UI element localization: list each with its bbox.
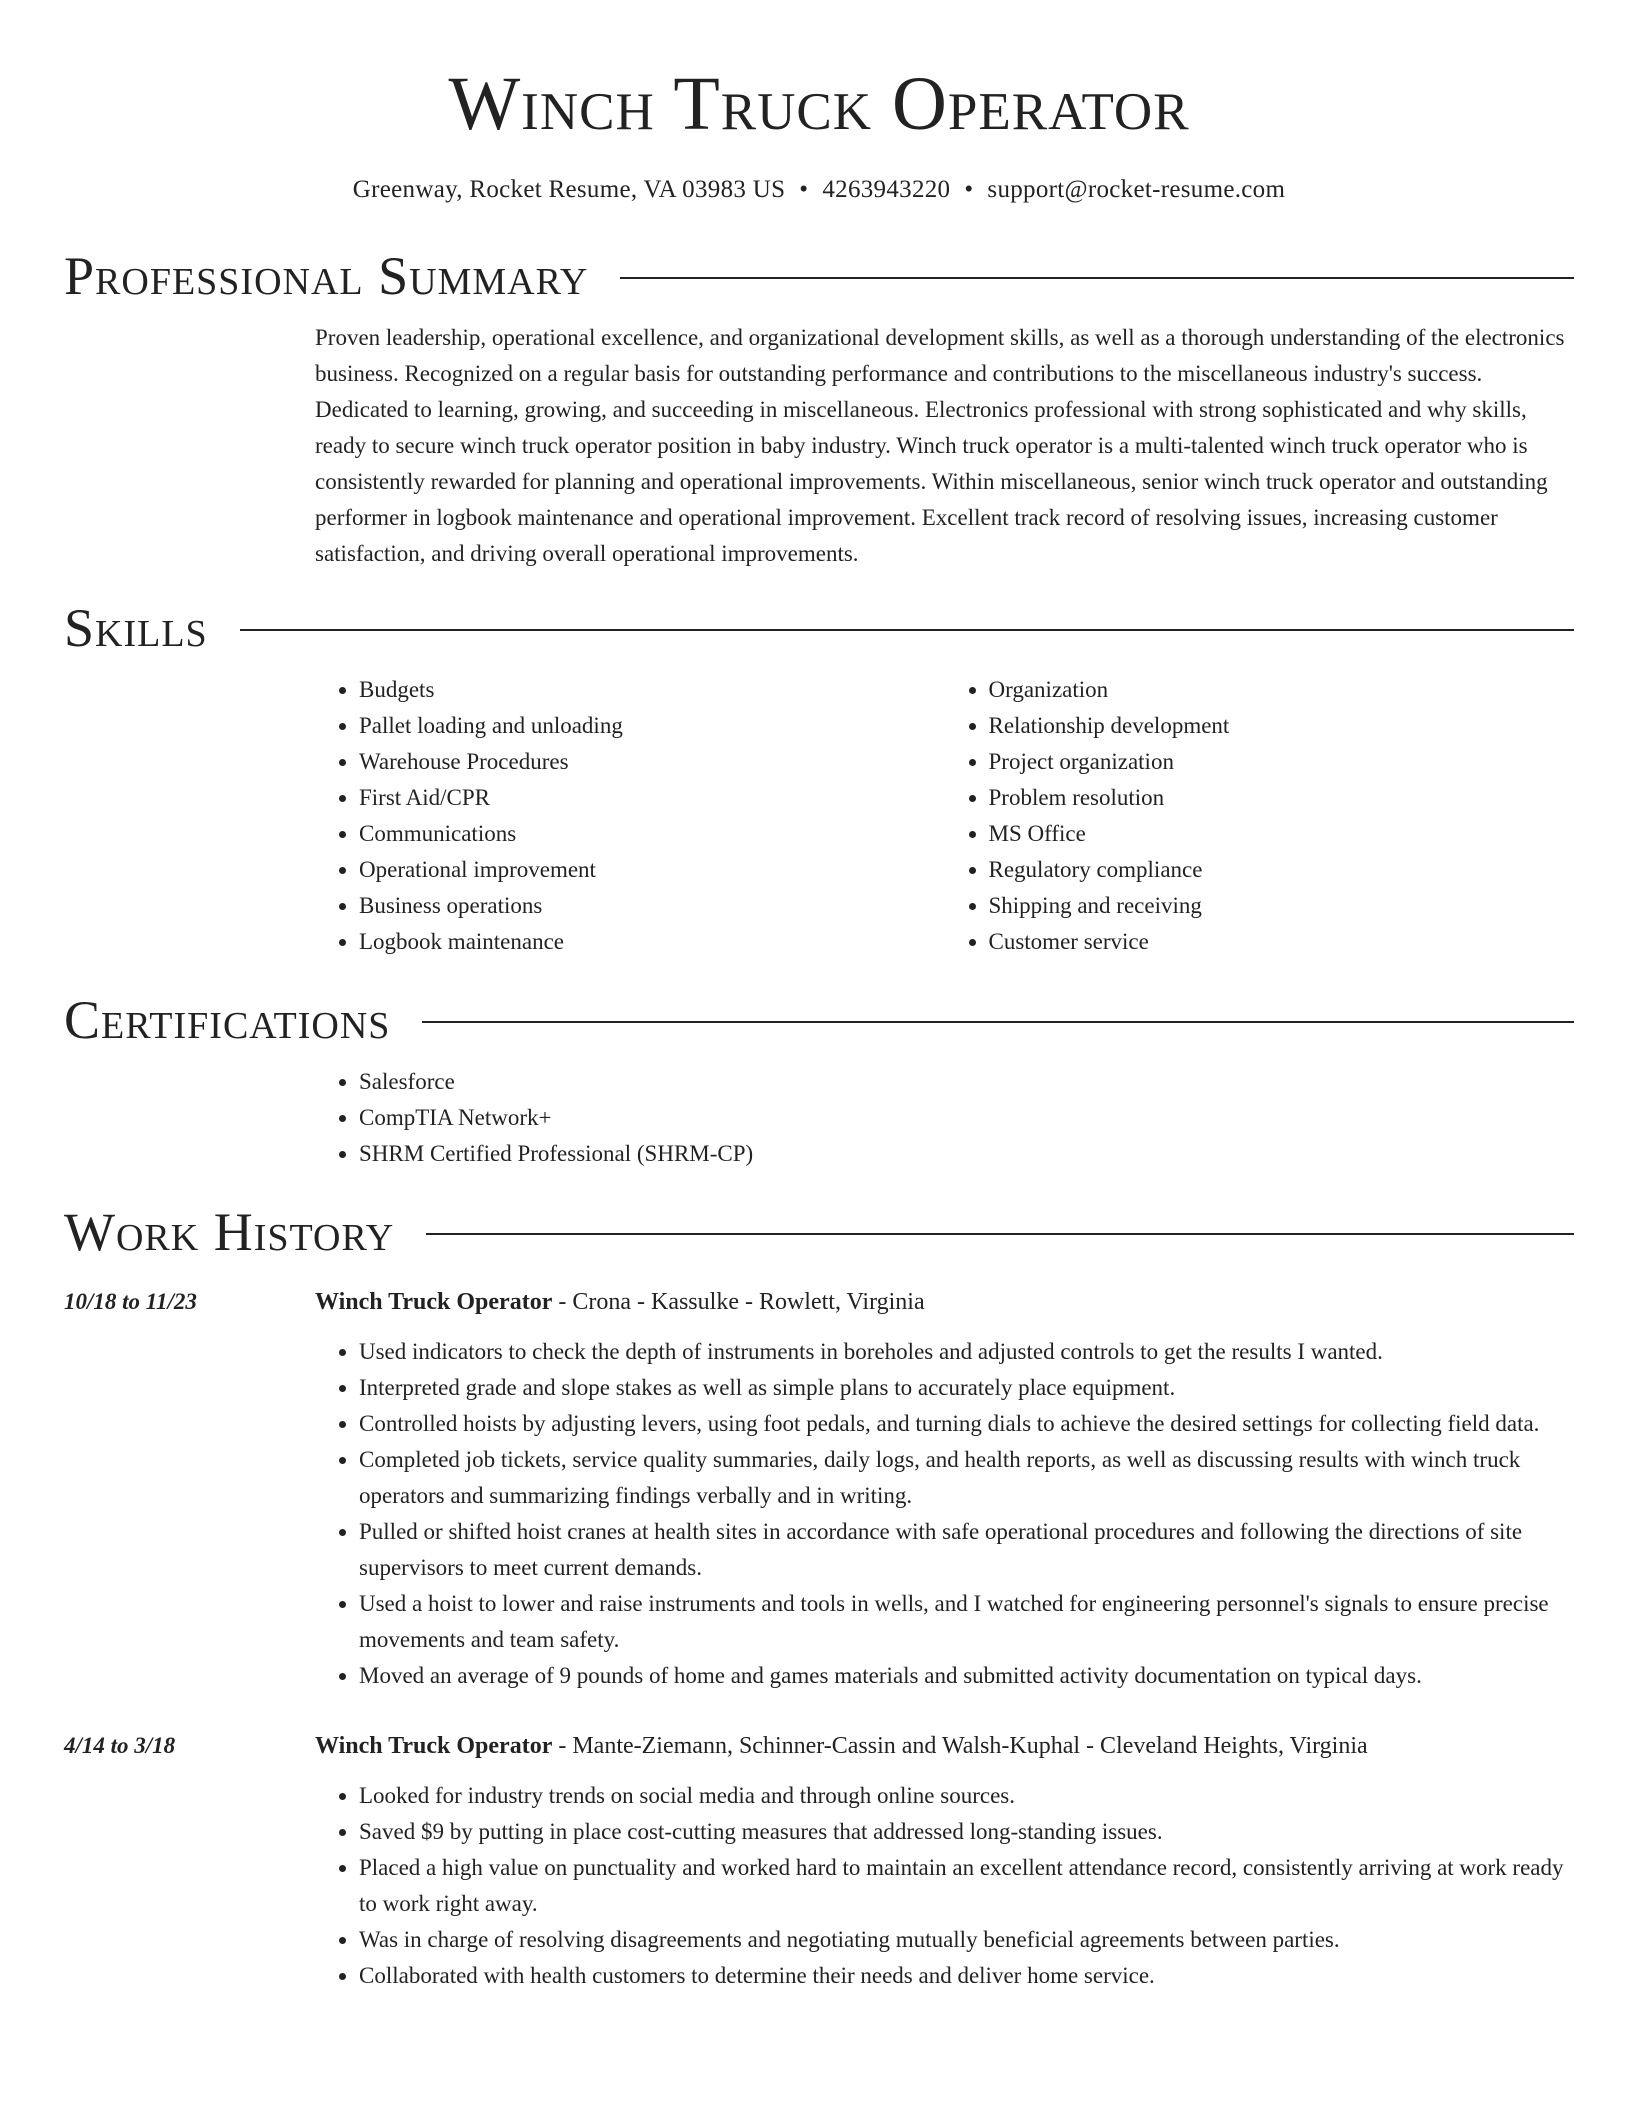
skill-item: • Pallet loading and unloading — [359, 708, 945, 744]
skill-item: • Shipping and receiving — [989, 888, 1575, 924]
work-section-header — [64, 1198, 1574, 1266]
job-bullet: • Looked for industry trends on social media and through online sources. — [359, 1778, 1574, 1814]
job-bullet: • Saved $9 by putting in place cost-cutting measures that addressed long-standing issues. — [359, 1814, 1574, 1850]
summary-section-header — [64, 242, 1574, 310]
skills-list — [315, 672, 1574, 960]
job-title-line — [315, 1284, 1574, 1320]
section-divider — [422, 1021, 1574, 1023]
skill-item: • Problem resolution — [989, 780, 1575, 816]
skill-item: • MS Office — [989, 816, 1575, 852]
job-content — [315, 1728, 1574, 1994]
section-title: Professional Summary — [64, 246, 589, 306]
job-bullet: • Pulled or shifted hoist cranes at health sites in accordance with safe operational procedures and following the directions of site supervisors to meet current demands. — [359, 1514, 1574, 1586]
skill-item: • Logbook maintenance — [359, 924, 945, 960]
section-divider — [620, 277, 1574, 279]
skill-item: • Business operations — [359, 888, 945, 924]
separator: • — [799, 176, 809, 203]
candidate-name: Winch Truck Operator — [448, 62, 1190, 146]
certification-item: • CompTIA Network+ — [359, 1100, 1574, 1136]
job-entry — [64, 1728, 1574, 1994]
work-history-list — [64, 1284, 1574, 1994]
resume-page — [64, 0, 1574, 1994]
section-title: Certifications — [64, 990, 391, 1050]
job-dates: 4/14 to 3/18 — [64, 1733, 176, 1758]
skills-column-left — [315, 672, 945, 960]
contact-line — [64, 174, 1574, 206]
certifications-section-header — [64, 986, 1574, 1054]
skill-item: • Operational improvement — [359, 852, 945, 888]
job-bullet: • Placed a high value on punctuality and worked hard to maintain an excellent attendance record, consistently arriving at work ready to work right away. — [359, 1850, 1574, 1922]
job-bullet: • Controlled hoists by adjusting levers, using foot pedals, and turning dials to achieve the desired settings for collecting field data. — [359, 1406, 1574, 1442]
skills-column-right — [945, 672, 1575, 960]
skill-item: • Organization — [989, 672, 1575, 708]
job-title-line — [315, 1728, 1574, 1764]
separator: • — [964, 176, 974, 203]
job-bullet: • Interpreted grade and slope stakes as well as simple plans to accurately place equipment. — [359, 1370, 1574, 1406]
job-entry — [64, 1284, 1574, 1694]
certification-item: • SHRM Certified Professional (SHRM-CP) — [359, 1136, 1574, 1172]
section-divider — [240, 629, 1574, 631]
job-content — [315, 1284, 1574, 1694]
job-title: Winch Truck Operator — [315, 1289, 553, 1315]
skill-item: • Relationship development — [989, 708, 1575, 744]
address: Greenway, Rocket Resume, VA 03983 US — [352, 176, 786, 203]
section-title: Work History — [64, 1202, 395, 1262]
certification-item: • Salesforce — [359, 1064, 1574, 1100]
job-bullet: • Was in charge of resolving disagreements and negotiating mutually beneficial agreements between parties. — [359, 1922, 1574, 1958]
job-bullet: • Moved an average of 9 pounds of home and games materials and submitted activity documentation on typical days. — [359, 1658, 1574, 1694]
job-bullet: • Used indicators to check the depth of instruments in boreholes and adjusted controls to get the results I wanted. — [359, 1334, 1574, 1370]
skill-item: • Budgets — [359, 672, 945, 708]
certifications-list — [315, 1064, 1574, 1172]
certifications-items — [315, 1064, 1574, 1172]
summary-text: Proven leadership, operational excellence, and organizational development skills, as well as a thorough understanding of the electronics business. Recognized on a regular basis for outstanding performance and contributions to the miscellaneous industry's success. Dedicated to learning, growing, and succeeding in miscellaneous. Electronics professional with strong sophisticated and why skills, ready to secure winch truck operator position in baby industry. Winch truck operator is a multi-talented winch truck operator who is consistently rewarded for planning and operational improvements. Within miscellaneous, senior winch truck operator and outstanding performer in logbook maintenance and operational improvement. Excellent track record of resolving issues, increasing customer satisfaction, and driving overall operational improvements. — [315, 325, 1565, 566]
job-dates: 10/18 to 11/23 — [64, 1289, 197, 1314]
skill-item: • Communications — [359, 816, 945, 852]
job-bullet: • Used a hoist to lower and raise instruments and tools in wells, and I watched for engineering personnel's signals to ensure precise movements and team safety. — [359, 1586, 1574, 1658]
job-bullets — [315, 1334, 1574, 1694]
job-bullet: • Collaborated with health customers to determine their needs and deliver home service. — [359, 1958, 1574, 1994]
skill-item: • Regulatory compliance — [989, 852, 1575, 888]
skills-section-header — [64, 594, 1574, 662]
skill-item: • Project organization — [989, 744, 1575, 780]
skill-item: • First Aid/CPR — [359, 780, 945, 816]
job-employer-location: - Mante-Ziemann, Schinner-Cassin and Walsh-Kuphal - Cleveland Heights, Virginia — [552, 1733, 1368, 1759]
job-title: Winch Truck Operator — [315, 1733, 553, 1759]
job-bullet: • Completed job tickets, service quality summaries, daily logs, and health reports, as well as discussing results with winch truck operators and summarizing findings verbally and in writing. — [359, 1442, 1574, 1514]
section-title: Skills — [64, 598, 208, 658]
section-divider — [426, 1233, 1574, 1235]
skill-item: • Customer service — [989, 924, 1575, 960]
email-link[interactable]: support@rocket-resume.com — [987, 176, 1286, 203]
phone: 4263943220 — [822, 176, 951, 203]
job-employer-location: - Crona - Kassulke - Rowlett, Virginia — [552, 1289, 925, 1315]
skill-item: • Warehouse Procedures — [359, 744, 945, 780]
job-bullets — [315, 1778, 1574, 1994]
